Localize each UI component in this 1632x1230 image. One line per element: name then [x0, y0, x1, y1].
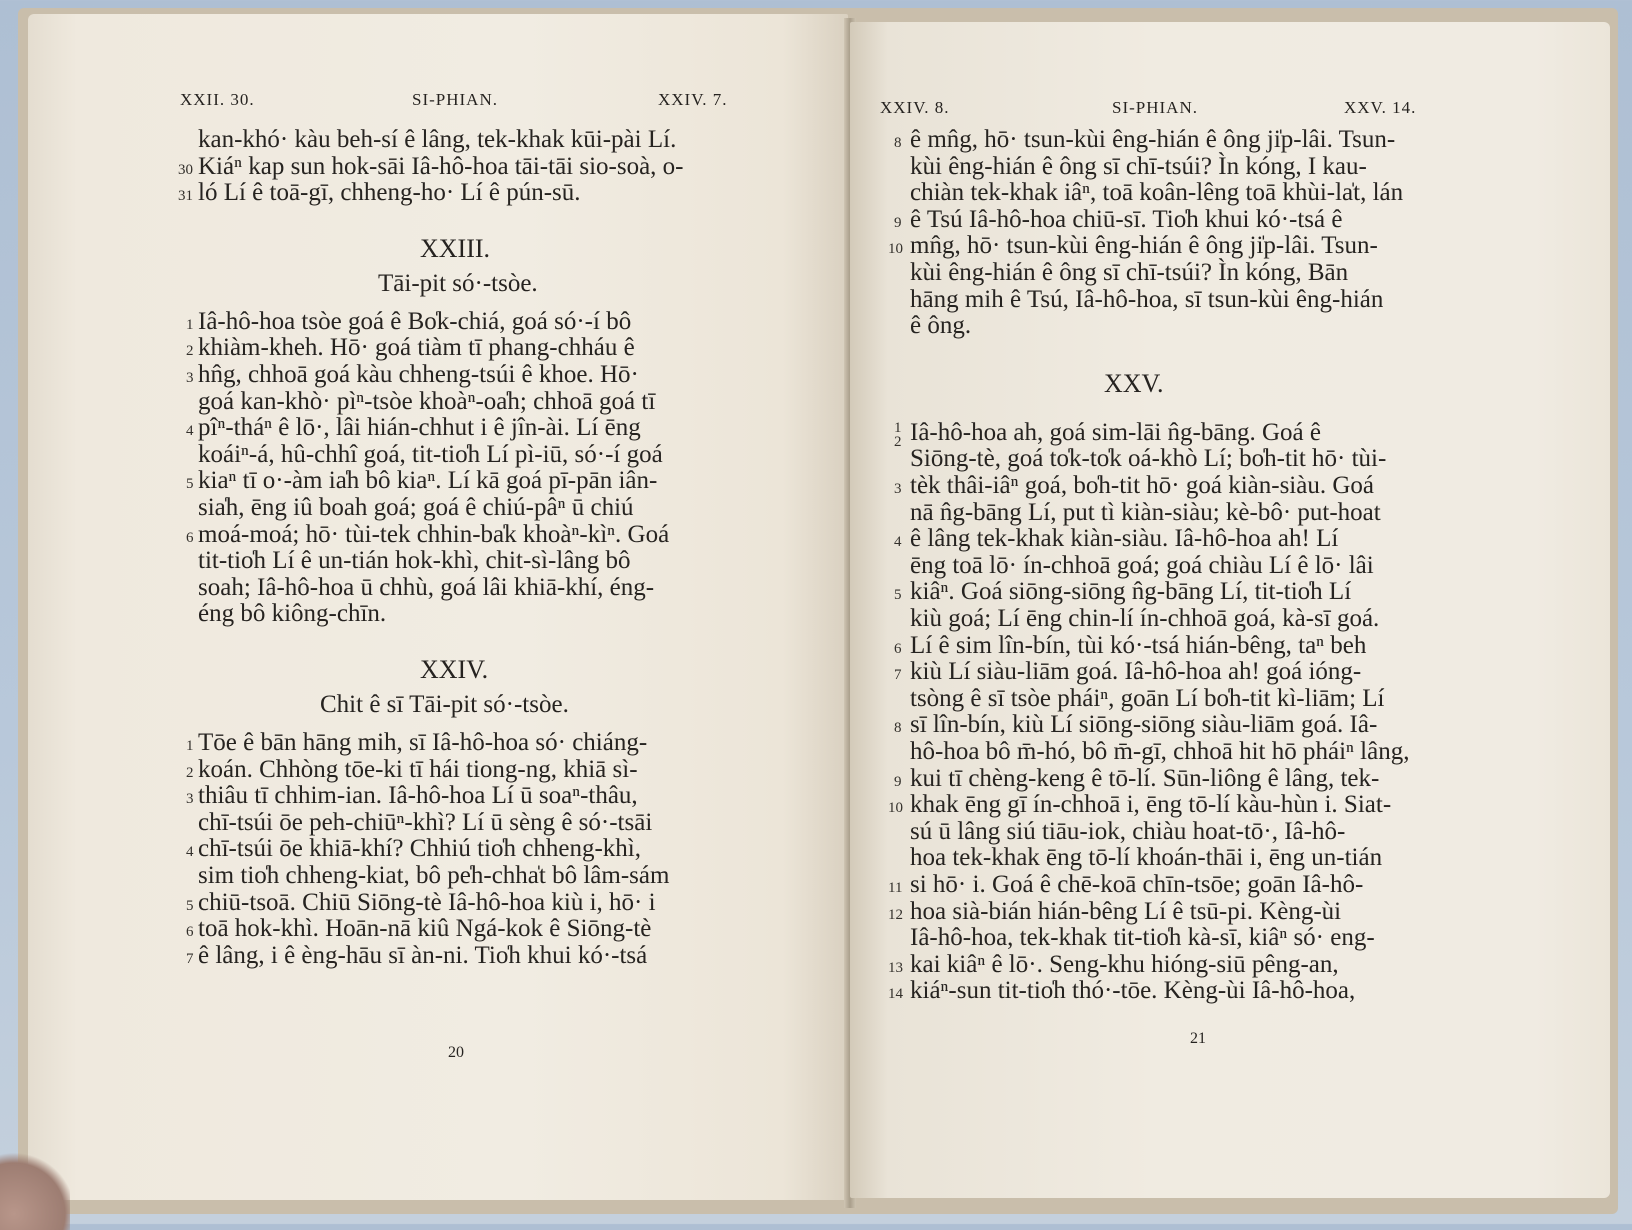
verse-number: 9: [894, 773, 902, 790]
chapter-heading: XXIV.: [420, 655, 489, 684]
verse-line: éng bô kiông-chīn.: [198, 600, 387, 628]
verse-number: 1 2: [894, 419, 902, 450]
verse-line: kiù goá; Lí ēng chin-lí ín-chhoā goá, kà-sī goá.: [910, 605, 1380, 632]
verse-line: hn̂g, chhoā goá kàu chheng-tsúi ê khoe. Hō·: [198, 361, 639, 388]
verse-line: Iâ-hô-hoa tsòe goá ê Bo̍k-chiá, goá só·-í bô: [198, 307, 632, 335]
verse-number: 5: [186, 476, 194, 493]
verse-line: kùi êng-hián ê ông sī chī-tsúi? Ìn kóng, I kau-: [910, 152, 1367, 180]
verse-line: Tōe ê bān hāng mih, sī Iâ-hô-hoa só· chiáng-: [198, 729, 648, 756]
verse-line: khak ēng gī ín-chhoā i, ēng tō-lí kàu-hùn i. Siat-: [910, 791, 1392, 819]
verse-number: 9: [894, 214, 902, 231]
verse-number: 3: [186, 791, 194, 808]
verse-line: kiáⁿ-sun tit-tio̍h thó·-tōe. Kèng-ùi Iâ-hô-hoa,: [910, 977, 1356, 1005]
verse-line: sia̍h, ēng iû boah goá; goá ê chiú-pâⁿ ū chiú: [198, 494, 634, 521]
verse-line: kiâⁿ. Goá siōng-siōng n̂g-bāng Lí, tit-tio̍h Lí: [910, 578, 1352, 606]
verse-number: 6: [186, 924, 194, 941]
verse-line: Kiáⁿ kap sun hok-sāi Iâ-hô-hoa tāi-tāi sio-soà, o-: [198, 152, 684, 180]
verse-number: 6: [186, 529, 194, 546]
verse-line: kan-khó· kàu beh-sí ê lâng, tek-khak kūi-pài Lí.: [198, 126, 677, 153]
verse-line: goá kan-khò· pìⁿ-tsòe khoàⁿ-oa̍h; chhoā goá tī: [198, 387, 656, 415]
verse-line: ê lâng, i ê èng-hāu sī àn-ni. Tio̍h khui kó·-tsá: [198, 941, 648, 969]
right-page-number: 21: [1190, 1030, 1206, 1047]
verse-line: sī lîn-bín, kiù Lí siōng-siōng siàu-liām goá. Iâ-: [910, 711, 1378, 739]
verse-line: mn̂g, hō· tsun-kùi êng-hián ê ông ji̍p-lâi. Tsun-: [910, 232, 1378, 260]
verse-line: kiaⁿ tī o·-àm ia̍h bô kiaⁿ. Lí kā goá pī-pān iân-: [198, 467, 658, 495]
verse-line: tsòng ê sī tsòe pháiⁿ, goān Lí bo̍h-tit kì-liām; Lí: [910, 684, 1385, 712]
verse-line: ló Lí ê toā-gī, chheng-ho· Lí ê pún-sū.: [198, 179, 581, 207]
verse-line: kùi êng-hián ê ông sī chī-tsúi? Ìn kóng, Bān: [910, 259, 1349, 286]
verse-number: 10: [888, 241, 903, 258]
verse-line: chī-tsúi ōe khiā-khí? Chhiú tio̍h chheng-khì,: [198, 835, 641, 863]
verse-number: 30: [178, 161, 193, 178]
verse-number: 7: [894, 667, 902, 684]
verse-number: 1: [186, 738, 194, 754]
left-header-left: XXII. 30.: [180, 90, 255, 109]
verse-line: ê Tsú Iâ-hô-hoa chiū-sī. Tio̍h khui kó·-tsá ê: [910, 205, 1343, 233]
left-header-right: XXIV. 7.: [658, 90, 728, 109]
verse-line: sim tio̍h chheng-kiat, bô pe̍h-chha̍t bô lâm-sám: [198, 862, 670, 889]
verse-line: Lí ê sim lîn-bín, tùi kó·-tsá hián-bêng, taⁿ beh: [910, 631, 1367, 659]
open-book: [18, 8, 1618, 1214]
verse-line: kui tī chèng-keng ê tō-lí. Sūn-liông ê lâng, tek-: [910, 764, 1380, 792]
verse-number: 7: [186, 950, 194, 967]
verse-number: 2: [186, 343, 194, 360]
verse-number: 5: [186, 897, 194, 914]
verse-line: tèk thâi-iâⁿ goá, bo̍h-tit hō· goá kiàn-siàu. Goá: [910, 472, 1374, 499]
verse-line: Iâ-hô-hoa, tek-khak tit-tio̍h kà-sī, kiâⁿ só· eng-: [910, 924, 1375, 952]
verse-line: Iâ-hô-hoa ah, goá sim-lāi n̂g-bāng. Goá ê: [910, 418, 1321, 446]
verse-line: nā n̂g-bāng Lí, put tì kiàn-siàu; kè-bô· put-hoat: [910, 498, 1381, 526]
verse-line: tit-tio̍h Lí ê un-tián hok-khì, chit-sì-lâng bô: [198, 547, 631, 575]
verse-line: hô-hoa bô m̄-hó, bô m̄-gī, chhoā hit hō pháiⁿ lâng,: [910, 738, 1410, 765]
verse-number: 31: [178, 188, 193, 205]
right-header-right: XXV. 14.: [1344, 98, 1417, 117]
verse-number: 4: [186, 423, 194, 440]
verse-line: khiàm-kheh. Hō· goá tiàm tī phang-chháu ê: [198, 334, 635, 362]
verse-number: 14: [888, 986, 903, 1003]
verse-line: sú ū lâng siú tiāu-iok, chiàu hoat-tō·, Iâ-hô-: [910, 817, 1346, 845]
verse-line: kiù Lí siàu-liām goá. Iâ-hô-hoa ah! goá ióng-: [910, 658, 1362, 686]
verse-line: koáiⁿ-á, hû-chhî goá, tit-tio̍h Lí pì-iū, só·-í goá: [198, 440, 663, 468]
verse-number: 2: [186, 764, 194, 781]
chapter-subheading: Tāi-pit só·-tsòe.: [378, 269, 538, 297]
right-header-left: XXIV. 8.: [880, 98, 950, 117]
thumb: [0, 1150, 70, 1230]
verse-line: si hō· i. Goá ê chē-koā chīn-tsōe; goān Iâ-hô-: [910, 871, 1364, 898]
verse-line: hoa sià-bián hián-bêng Lí ê tsū-pi. Kèng-ùi: [910, 897, 1342, 925]
verse-number: 3: [186, 370, 194, 386]
verse-number: 1: [186, 316, 194, 333]
verse-number: 8: [894, 135, 902, 151]
right-header-center: SI-PHIAN.: [1112, 98, 1198, 117]
verse-line: hāng mih ê Tsú, Iâ-hô-hoa, sī tsun-kùi êng-hián: [910, 285, 1384, 313]
verse-line: ê mn̂g, hō· tsun-kùi êng-hián ê ông ji̍p-lâi. Tsun-: [910, 126, 1396, 153]
verse-number: 3: [894, 481, 902, 497]
verse-line: chī-tsúi ōe peh-chiūⁿ-khì? Lí ū sèng ê só·-tsāi: [198, 808, 653, 836]
verse-number: 13: [888, 959, 903, 976]
right-page: [850, 22, 1610, 1198]
verse-line: moá-moá; hō· tùi-tek chhin-ba̍k khoàⁿ-kìⁿ. Goá: [198, 520, 670, 548]
verse-line: hoa tek-khak ēng tō-lí khoán-thāi i, ēng un-tián: [910, 844, 1383, 872]
verse-number: 4: [894, 534, 902, 551]
chapter-subheading: Chit ê sī Tāi-pit só·-tsòe.: [320, 691, 569, 718]
verse-line: thiâu tī chhim-ian. Iâ-hô-hoa Lí ū soaⁿ-thâu,: [198, 782, 638, 810]
verse-number: 11: [888, 880, 903, 896]
left-page-number: 20: [448, 1044, 464, 1061]
verse-number: 6: [894, 640, 902, 657]
verse-line: ēng toā lō· ín-chhoā goá; goá chiàu Lí ê lō· lâi: [910, 551, 1374, 579]
verse-line: ê ông.: [910, 312, 972, 340]
left-header-center: SI-PHIAN.: [412, 90, 498, 109]
verse-number: 12: [888, 906, 903, 923]
chapter-heading: XXV.: [1104, 368, 1164, 398]
verse-line: chiū-tsoā. Chiū Siōng-tè Iâ-hô-hoa kiù i, hō· i: [198, 888, 656, 916]
verse-number: 8: [894, 720, 902, 737]
verse-number: 10: [888, 800, 903, 817]
verse-number: 4: [186, 844, 194, 861]
verse-line: chiàn tek-khak iâⁿ, toā koân-lêng toā khùi-la̍t, lán: [910, 179, 1404, 207]
verse-line: ê lâng tek-khak kiàn-siàu. Iâ-hô-hoa ah! Lí: [910, 525, 1339, 553]
verse-line: pîⁿ-tháⁿ ê lō·, lâi hián-chhut i ê jîn-ài. Lí ēng: [198, 414, 641, 442]
chapter-heading: XXIII.: [420, 233, 491, 263]
verse-line: toā hok-khì. Hoān-nā kiû Ngá-kok ê Siōng-tè: [198, 915, 652, 943]
verse-line: kai kiâⁿ ê lō·. Seng-khu hióng-siū pêng-an,: [910, 950, 1339, 978]
verse-line: Siōng-tè, goá to̍k-to̍k oá-khò Lí; bo̍h-tit hō· tùi-: [910, 445, 1387, 473]
verse-line: koán. Chhòng tōe-ki tī hái tiong-ng, khiā sì-: [198, 755, 638, 783]
verse-line: soah; Iâ-hô-hoa ū chhù, goá lâi khiā-khí, éng-: [198, 573, 655, 601]
left-page: [28, 14, 848, 1200]
verse-number: 5: [894, 587, 902, 604]
